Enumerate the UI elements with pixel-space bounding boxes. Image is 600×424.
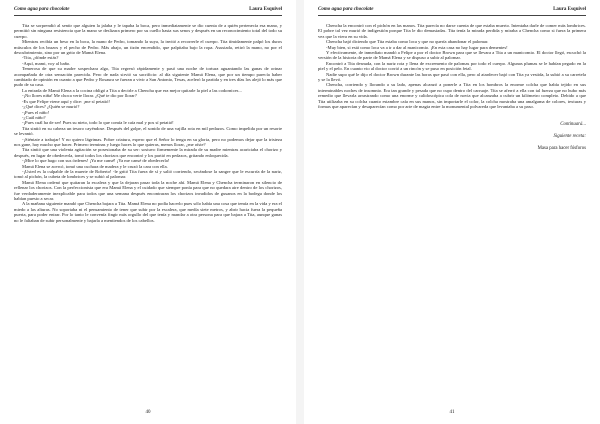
body-paragraph: Mamá Elena ordenó que quitaran la escalera y que la dejaran pasar toda la noche ahí. Mamá Elena y Chencha terminaron en silencio de rellenar los chorizos. Con la perfeccionista que era Mamá Elena y el cuidado que siempre ponía para que no quedara aire dentro de los chorizos, fue verdaderamente inexplicable para todos que una semana después encontraran los chorizos invadidos de gusanos en la bodega donde los habían puesto a secar. [14, 179, 282, 201]
body-paragraph: A la mañana siguiente mandó que Chencha bajara a Tita. Mamá Elena no podía hacerlo pues sólo había una cosa que temía en la vida y era el miedo a las alturas. No soportaba ni el pensamiento de tener que subir por la escalera, que medía siete metros, y abrir hacia fuera la pequeña puerta, para poder entrar. Por lo tanto le convenía fingir más orgullo del que tenía y mandar a otra persona para que bajara a Tita, aunque ganas no le faltaban de subir personalmente y bajarla a mentiendos de los cabellos. [14, 201, 282, 223]
body-paragraph: -¿Qué dices? ¿Quién se murió? [22, 104, 80, 110]
page-header [318, 7, 586, 13]
next-recipe-label: Siguiente receta: [553, 133, 586, 139]
page-body [318, 23, 586, 110]
header-rule [14, 15, 282, 16]
body-paragraph: -¡Pues cuál ha de ser! Pues su nieto, todo lo que comía le caía mal y pos sí petatió! [22, 120, 174, 126]
body-paragraph: Tita sintió que una violenta agitación se posesionaba de su ser: sostuvo firmemente la mirada de su madre mientras acariciaba el chorizo y después, en lugar de obedecerla, tomó todos los chorizos que encontró y los partió en pedazos, gritando enloquecida. [14, 147, 282, 158]
body-paragraph: Mamá Elena se acercó, tomó una cuchara de madera y le cruzó la cara con ella. [22, 163, 168, 169]
body-paragraph: Chencha la encontró con el pichón en las manos. Tita parecía no darse cuenta de que estaba muerto. Intentaba darle de comer más lombrices. El pobre tal vez murió de indigestión porque Tita le dio demasiadas. Tita tenía la mirada perdida y miraba a Chencha como si fuera la primera vez que la viera en su vida. [318, 23, 586, 39]
body-paragraph: Chencha, corriendo y llorando a su lado, apenas alcanzó a ponerle a Tita en los hombros la enorme colcha que había tejido en sus interminables noches de insomnio. Era tan grande y pesada que no cupo dentro del carruaje. Tita se aferró a ella con tal fuerza que no hubo más remedio que llevarla arrastrando como una enorme y calidoscópica cola de novia que alcanzaba a cubrir un kilómetro completo. Debido a que Tita utilizaba en su colcha cuanto estambre caía en sus manos, sin importarle el color, la colcha mostraba una amalgama de colores, texturas y formas que aparecían y desaparecían como por arte de magia entre la monumental polvareda que levantaba a su paso. [318, 82, 586, 110]
header-rule [318, 15, 586, 16]
body-paragraph: Y efectivamente, de inmediato mandó a Felipe a por el doctor Brown para que se llevara a Tita a un manicomio. El doctor llegó, escuchó la versión de la historia de parte de Mamá Elena y se dispuso a subir al palomar. [318, 50, 586, 61]
body-paragraph: -¡No llores niña! Me choca verte llorar. ¿Qué te dio por llorar? [22, 93, 137, 99]
page-number: 41 [449, 410, 455, 415]
body-paragraph: Tita sintió en su cabeza un tesoro cayéndose. Después del golpe, el sonido de una vajilla rota en mil pedazos. Como impelida por un resorte se levantó. [14, 125, 282, 137]
page-header [14, 7, 282, 13]
body-paragraph: Chencha bajó diciendo que Tita estaba como loca y que no quería abandonar el palomar. [326, 39, 489, 45]
header-author: Laura Esquivel [553, 7, 586, 12]
header-book-title: Como agua para chocolate [318, 7, 374, 12]
next-recipe-title: Masa para hacer fósforos [537, 145, 586, 151]
body-paragraph: Nadie supo qué le dijo el doctor Brown durante las horas que pasó con ella, pero al atardecer bajó con Tita ya vestida, la subió a su carretela y se la llevó. [318, 71, 586, 83]
body-paragraph: -¡Siéntate a trabajar! Y no quiero lágrimas. Pobre criatura, espero que el Señor lo tenga en su gloria, pero no podemos dejar que la tristeza nos gane, hay mucho que hacer. Primero terminas y luego haces lo que quieras, menos llorar, ¿me oíste? [14, 136, 282, 147]
continued-note: Continuará... [560, 121, 586, 127]
body-paragraph: Tita se sorprendió al sentir que alguien la jalaba y le tapaba la boca, pero inmediatamente se dio cuenta de a quién pertenecía esa mano, y permitió sin ninguna resistencia que la mano se deslizara primero por su cuello hasta sus senos y después en un reconocimiento total del todo su cuerpo. [14, 23, 282, 39]
body-paragraph: -¡Pues el niño! [22, 109, 50, 115]
body-paragraph: -Es que Felipe viene aquí y dice: ¡me sí petatió! [22, 98, 110, 104]
body-paragraph: La entrada de Mamá Elena a la cocina obligó a Tita a decirle a Chencha que era mejor quitarle la piel a las codornices... [22, 87, 242, 93]
page-body [14, 23, 282, 223]
page-number: 40 [145, 410, 151, 415]
chapter-closing [318, 122, 586, 152]
body-paragraph: -Muy bien, si está como loca va a ir a dar al manicomio. ¡En esta casa no hay lugar para dementes! [326, 44, 508, 50]
header-author: Laura Esquivel [249, 7, 282, 12]
body-paragraph: -¡Mire lo que hago con sus órdenes! ¡Ya me cansé! ¡Ya me cansé de obedecerla! [22, 158, 170, 164]
body-paragraph: -Aquí, mami, voy al baño. [22, 60, 71, 66]
body-paragraph: Mientras recibía un beso en la boca, la mano de Pedro, tomando la suya, la invitó a recorrerle el cuerpo. Tita tímidamente palpó los duros músculos de los brazos y el pecho de Pedro. Más abajo, un tizón encendido, que palpitaba bajo la ropa. Asustada, retiró la mano, no por el descubrimiento, sino por un grito de Mamá Elena. [14, 39, 282, 56]
header-book-title: Como agua para chocolate [14, 7, 70, 12]
body-paragraph: -¿Cuál niño? [22, 114, 46, 120]
body-paragraph: -¡Usted es la culpable de la muerte de Roberto! -le gritó Tita fuera de sí y salió corriendo, secándose la sangre que le escurría de la nariz, tomó al pichón, la cubeta de lombrices y se subió al palomar. [14, 168, 282, 180]
left-page [0, 0, 296, 424]
right-page [304, 0, 600, 424]
body-paragraph: Temerosa de que su madre sospechara algo, Tita regresó rápidamente y pasó una noche de tortura aguantando las ganas de orinar acompañada de otra sensación parecida. Pero de nada sirvió su sacrificio: al día siguiente Mamá Elena, que por un tiempo parecía haber cambiado de opinión en cuanto a que Pedro y Rosaura se fueran a vivir a San Antonio, Texas, aceleró la partida y en tres días los alejó lo más que pudo de su casa. [14, 66, 282, 88]
body-paragraph: Encontró a Tita desnuda, con la nariz rota y llena de excremento de palomas por todo el cuerpo. Algunas plumas se le habían pegado en la piel y el pelo. En cuanto vio al doctor corrió a un rincón y se puso en posición fetal. [318, 60, 586, 72]
book-gutter [296, 0, 304, 424]
body-paragraph: -Tita, ¿dónde estás? [22, 55, 59, 61]
